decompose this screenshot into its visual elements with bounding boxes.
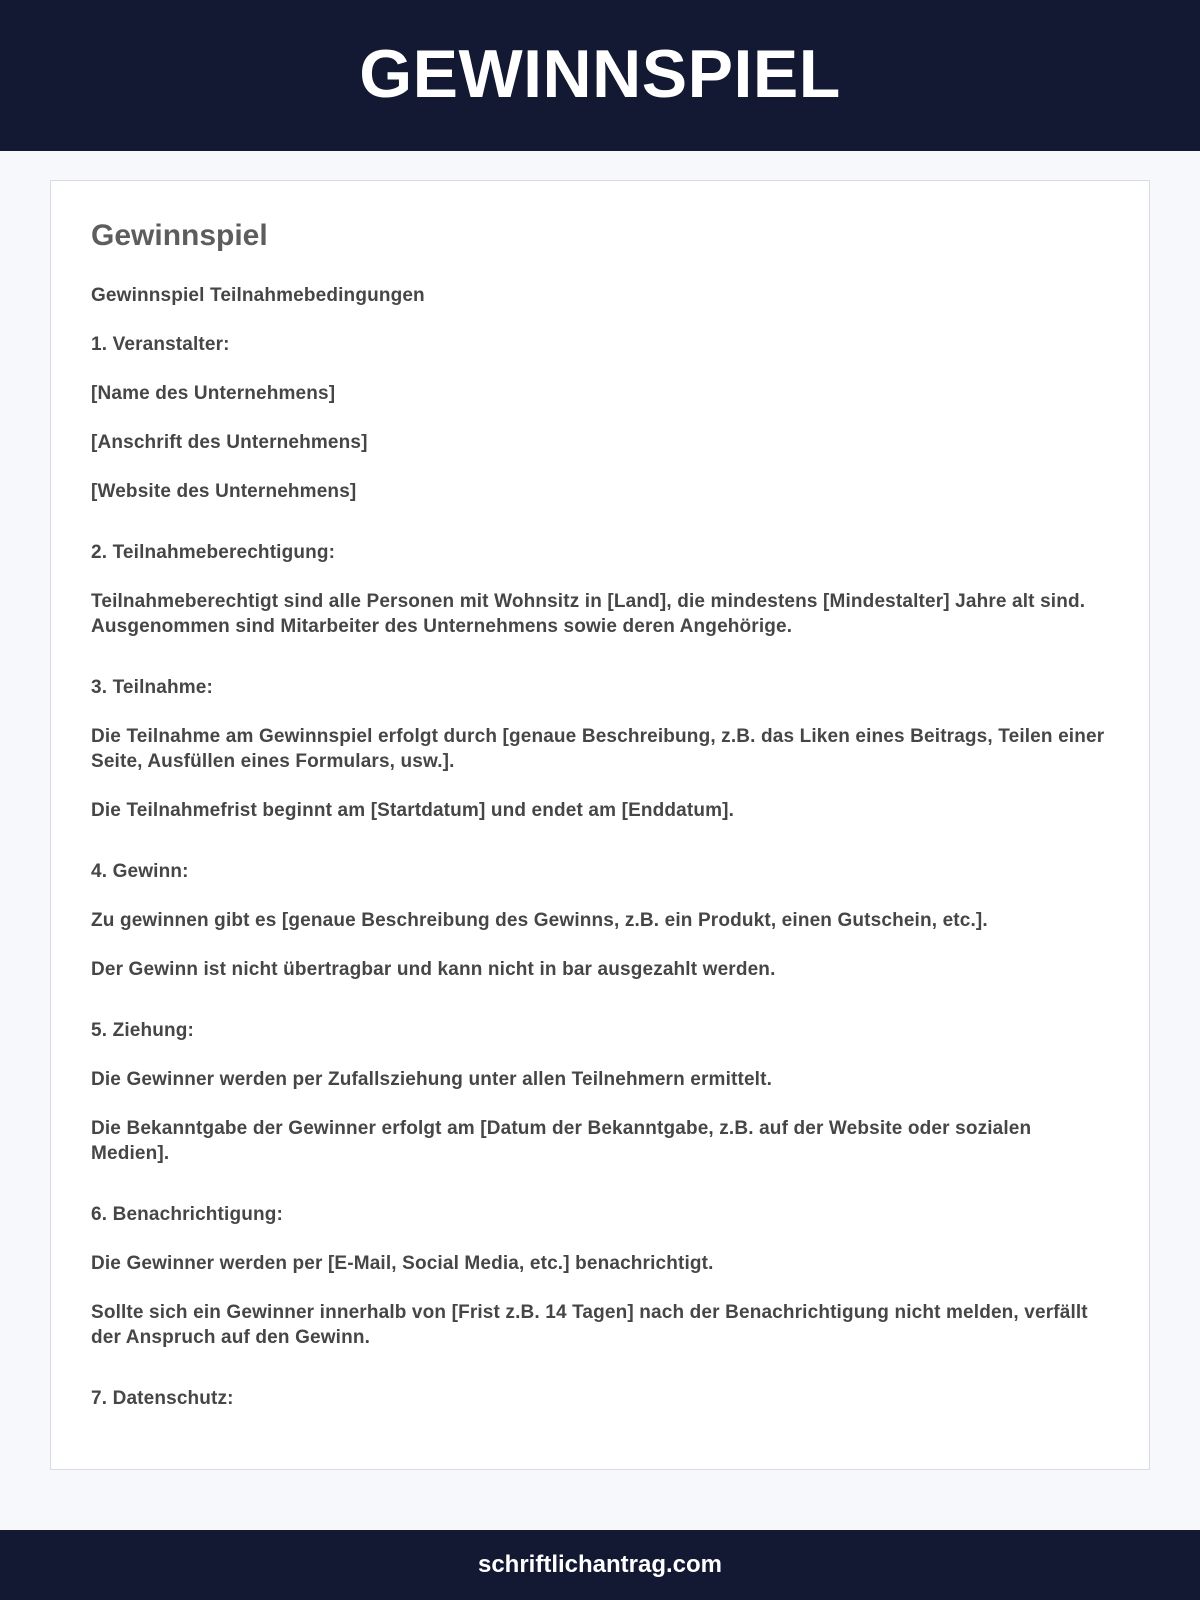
section-heading-eligibility: 2. Teilnahmeberechtigung: (91, 542, 336, 563)
document-card (50, 180, 1150, 1470)
section-heading-privacy: 7. Datenschutz: (91, 1388, 234, 1409)
organizer-name: [Name des Unternehmens] (91, 383, 336, 404)
draw-text: Die Gewinner werden per Zufallsziehung unter allen Teilnehmern ermittelt. (91, 1069, 773, 1090)
announcement-text: Die Bekanntgabe der Gewinner erfolgt am [Datum der Bekanntgabe, z.B. auf der Website oder sozialen Medien]. (91, 1118, 1032, 1164)
section-heading-organizer: 1. Veranstalter: (91, 334, 230, 355)
section-heading-participation: 3. Teilnahme: (91, 677, 213, 698)
section-heading-draw: 5. Ziehung: (91, 1020, 194, 1041)
section-heading-prize: 4. Gewinn: (91, 861, 189, 882)
document-title: Gewinnspiel (91, 219, 268, 252)
conditions-heading: Gewinnspiel Teilnahmebedingungen (91, 285, 425, 306)
footer-banner (0, 1530, 1200, 1600)
participation-text: Die Teilnahme am Gewinnspiel erfolgt durch [genaue Beschreibung, z.B. das Liken eines Beitrags, Teilen einer Seite, Ausfüllen eines Formulars, usw.]. (91, 726, 1105, 772)
banner-title: GEWINNSPIEL (359, 35, 841, 112)
section-heading-notification: 6. Benachrichtigung: (91, 1204, 283, 1225)
eligibility-text: Teilnahmeberechtigt sind alle Personen mit Wohnsitz in [Land], die mindestens [Mindestalter] Jahre alt sind. Ausgenommen sind Mitarbeiter des Unternehmens sowie deren Angehörige. (91, 591, 1086, 637)
top-banner (0, 0, 1200, 151)
footer-site-name: schriftlichantrag.com (477, 1551, 723, 1578)
prize-text: Zu gewinnen gibt es [genaue Beschreibung des Gewinns, z.B. ein Produkt, einen Gutschein, etc.]. (91, 910, 988, 931)
participation-period-text: Die Teilnahmefrist beginnt am [Startdatum] und endet am [Enddatum]. (91, 800, 735, 821)
organizer-address: [Anschrift des Unternehmens] (91, 432, 368, 453)
prize-transfer-text: Der Gewinn ist nicht übertragbar und kann nicht in bar ausgezahlt werden. (91, 959, 776, 980)
organizer-website: [Website des Unternehmens] (91, 481, 357, 502)
notification-text: Die Gewinner werden per [E-Mail, Social Media, etc.] benachrichtigt. (91, 1253, 714, 1274)
claim-deadline-text: Sollte sich ein Gewinner innerhalb von [Frist z.B. 14 Tagen] nach der Benachrichtigung nicht melden, verfällt der Anspruch auf den Gewinn. (91, 1302, 1088, 1348)
